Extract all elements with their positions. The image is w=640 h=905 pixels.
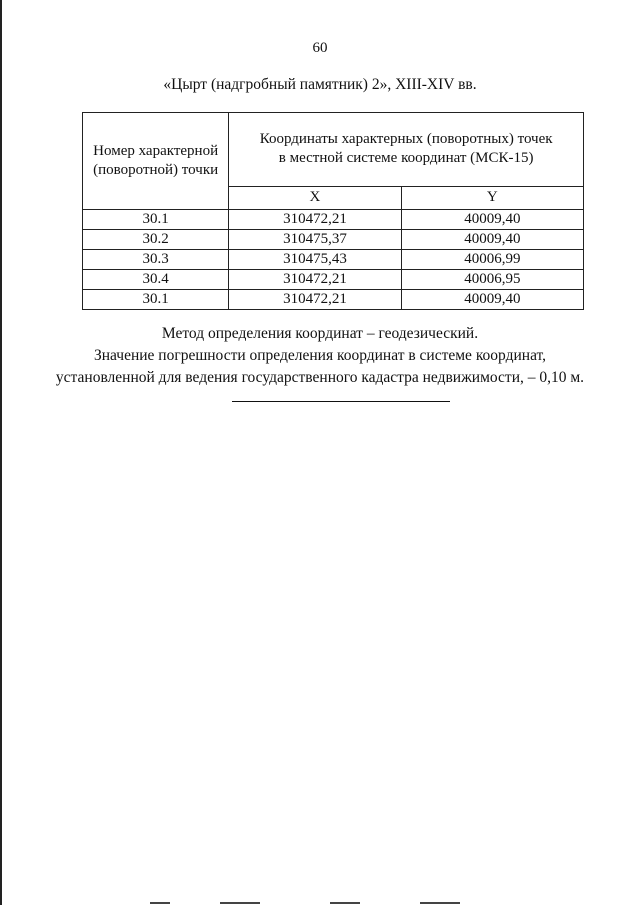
table-row — [83, 290, 584, 310]
table-header-row — [83, 113, 584, 187]
accuracy-text-line1: Значение погрешности определения координат в системе координат, — [93, 347, 547, 364]
cell-y: 40009,40 — [401, 290, 583, 310]
cell-x: 310472,21 — [229, 210, 401, 230]
table-row — [83, 210, 584, 230]
table-row — [83, 230, 584, 250]
accuracy-text-line2: установленной для ведения государственного кадастра недвижимости, – 0,10 м. — [55, 369, 585, 386]
method-text: Метод определения координат – геодезический. — [161, 325, 479, 342]
cell-point: 30.4 — [83, 270, 229, 290]
scan-artifact-mark — [220, 902, 260, 904]
cell-point: 30.1 — [83, 290, 229, 310]
cell-point: 30.2 — [83, 230, 229, 250]
cell-x: 310475,37 — [229, 230, 401, 250]
cell-y: 40009,40 — [401, 230, 583, 250]
scan-artifact-mark — [150, 902, 170, 904]
header-coordinates — [229, 113, 584, 187]
header-coords-line2: в местной системе координат (МСК-15) — [278, 150, 534, 167]
coordinates-table — [82, 112, 584, 310]
cell-point: 30.1 — [83, 210, 229, 230]
header-point-number — [83, 113, 229, 210]
header-point-line1: Номер характерной — [93, 143, 219, 159]
document-title: «Цырт (надгробный памятник) 2», XIII-XIV вв. — [163, 76, 477, 93]
cell-y: 40006,99 — [401, 250, 583, 270]
header-x: X — [229, 186, 401, 209]
table-row — [83, 270, 584, 290]
scan-edge-line — [0, 0, 2, 905]
cell-x: 310472,21 — [229, 290, 401, 310]
scan-artifact-mark — [420, 902, 460, 904]
table-row — [83, 250, 584, 270]
cell-x: 310475,43 — [229, 250, 401, 270]
header-y: Y — [401, 186, 583, 209]
end-divider-line — [232, 401, 450, 402]
scan-artifact-mark — [330, 902, 360, 904]
cell-y: 40009,40 — [401, 210, 583, 230]
header-coords-line1: Координаты характерных (поворотных) точек — [259, 131, 553, 148]
cell-x: 310472,21 — [229, 270, 401, 290]
header-point-line2: (поворотной) точки — [93, 162, 219, 178]
cell-point: 30.3 — [83, 250, 229, 270]
cell-y: 40006,95 — [401, 270, 583, 290]
page-number: 60 — [312, 40, 328, 56]
